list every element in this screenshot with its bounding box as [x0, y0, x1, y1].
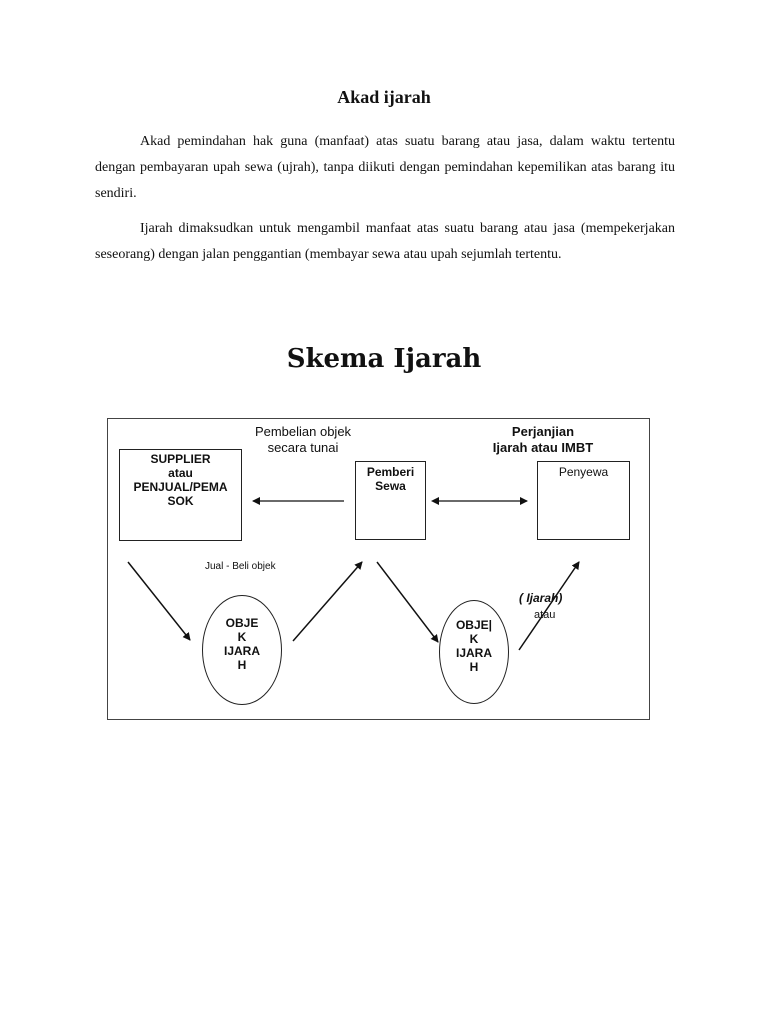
atau-label: atau: [534, 609, 556, 621]
supplier-line-2: atau: [168, 466, 193, 480]
ijarah-scheme-diagram: [107, 418, 650, 720]
penyewa-label: Penyewa: [558, 465, 609, 479]
perjanjian-line-2: Ijarah atau IMBT: [492, 440, 594, 455]
arrow-supplier-to-objek: [128, 562, 190, 640]
paragraph-definition-text: Akad pemindahan hak guna (manfaat) atas suatu barang atau jasa, dalam waktu tertentu dengan pembayaran upah sewa (ujrah), tanpa diikuti dengan pemindahan kepemilikan atas barang itu sendiri.: [95, 134, 675, 201]
pembelian-label: [248, 424, 358, 456]
arrow-objek-to-pemberi: [293, 562, 362, 641]
supplier-line-3: PENJUAL/PEMA: [133, 480, 228, 494]
objek-ijarah-ellipse-1: [202, 595, 282, 705]
document-title: Akad ijarah: [337, 87, 431, 107]
paragraph-definition: [95, 129, 675, 207]
ijarah-label: ( Ijarah): [519, 591, 563, 605]
perjanjian-label: [488, 424, 598, 456]
pemberi-sewa-box: [355, 461, 426, 540]
paragraph-purpose-text: Ijarah dimaksudkan untuk mengambil manfaat atas suatu barang atau jasa (mempekerjakan seseorang) dengan jalan penggantian (membayar sewa atau upah sejumlah tertentu.: [95, 221, 675, 262]
objek-2-line-2: K: [469, 632, 479, 646]
pemberi-line-1: Pemberi: [366, 465, 415, 479]
paragraph-purpose: [95, 216, 675, 268]
perjanjian-line-1: Perjanjian: [511, 424, 575, 439]
pembelian-line-1: Pembelian objek: [254, 424, 352, 439]
objek-ijarah-ellipse-2: [439, 600, 509, 704]
objek-2-line-4: H: [469, 660, 479, 674]
supplier-line-1: SUPPLIER: [150, 452, 211, 466]
objek-1-line-1: OBJE: [225, 616, 259, 630]
arrow-objek-to-penyewa: [519, 562, 579, 650]
pembelian-line-2: secara tunai: [267, 440, 339, 455]
supplier-line-4: SOK: [167, 494, 194, 508]
supplier-box: [119, 449, 242, 541]
objek-2-line-3: IJARA: [455, 646, 492, 660]
scheme-title: Skema Ijarah: [286, 344, 482, 374]
arrow-pemberi-to-objek: [377, 562, 438, 642]
pemberi-line-2: Sewa: [375, 479, 406, 493]
objek-1-line-2: K: [237, 630, 247, 644]
jual-beli-label: Jual - Beli objek: [205, 561, 276, 572]
penyewa-box: [537, 461, 630, 540]
objek-2-line-1: OBJE|: [455, 618, 493, 632]
objek-1-line-3: IJARA: [223, 644, 260, 658]
objek-1-line-4: H: [237, 658, 247, 672]
